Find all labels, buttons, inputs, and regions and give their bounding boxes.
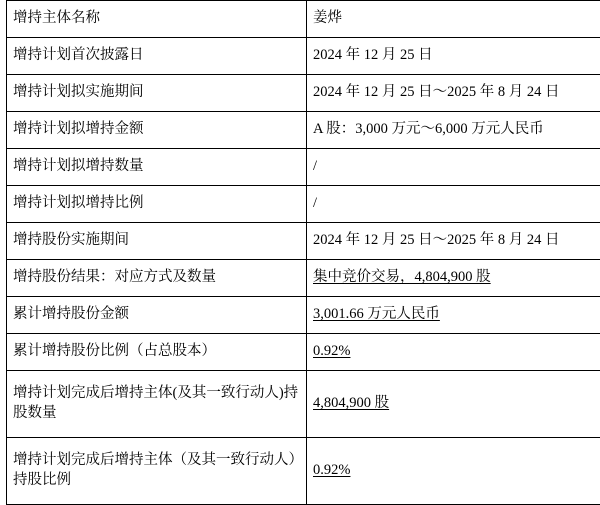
row-value: 2024 年 12 月 25 日～2025 年 8 月 24 日	[307, 223, 600, 260]
table-row	[7, 334, 600, 371]
row-label: 增持计划首次披露日	[7, 38, 307, 75]
row-value: /	[307, 149, 600, 186]
row-label: 增持股份实施期间	[7, 223, 307, 260]
row-value: 0.92%	[307, 334, 600, 371]
row-value: 3,001.66 万元人民币	[307, 297, 600, 334]
row-value: 集中竞价交易，4,804,900 股	[307, 260, 600, 297]
table-body	[7, 1, 600, 505]
table-row	[7, 112, 600, 149]
row-label: 增持计划完成后增持主体（及其一致行动人）持股比例	[7, 438, 307, 505]
table-row	[7, 149, 600, 186]
row-label: 增持主体名称	[7, 1, 307, 38]
row-label: 增持计划拟增持数量	[7, 149, 307, 186]
table-row	[7, 186, 600, 223]
shareholding-increase-table	[6, 0, 600, 505]
table-row	[7, 260, 600, 297]
row-value: 姜烨	[307, 1, 600, 38]
row-label: 增持股份结果：对应方式及数量	[7, 260, 307, 297]
table-row	[7, 438, 600, 505]
table-row	[7, 1, 600, 38]
row-value: A 股：3,000 万元～6,000 万元人民币	[307, 112, 600, 149]
row-value: 0.92%	[307, 438, 600, 505]
row-label: 增持计划拟增持比例	[7, 186, 307, 223]
row-label: 增持计划拟实施期间	[7, 75, 307, 112]
table-row	[7, 75, 600, 112]
row-value: 4,804,900 股	[307, 371, 600, 438]
table-row	[7, 223, 600, 260]
row-label: 累计增持股份金额	[7, 297, 307, 334]
table-row	[7, 38, 600, 75]
row-label: 增持计划拟增持金额	[7, 112, 307, 149]
row-label: 增持计划完成后增持主体(及其一致行动人)持股数量	[7, 371, 307, 438]
row-value: /	[307, 186, 600, 223]
row-label: 累计增持股份比例（占总股本）	[7, 334, 307, 371]
row-value: 2024 年 12 月 25 日～2025 年 8 月 24 日	[307, 75, 600, 112]
table-row	[7, 297, 600, 334]
table-row	[7, 371, 600, 438]
row-value: 2024 年 12 月 25 日	[307, 38, 600, 75]
